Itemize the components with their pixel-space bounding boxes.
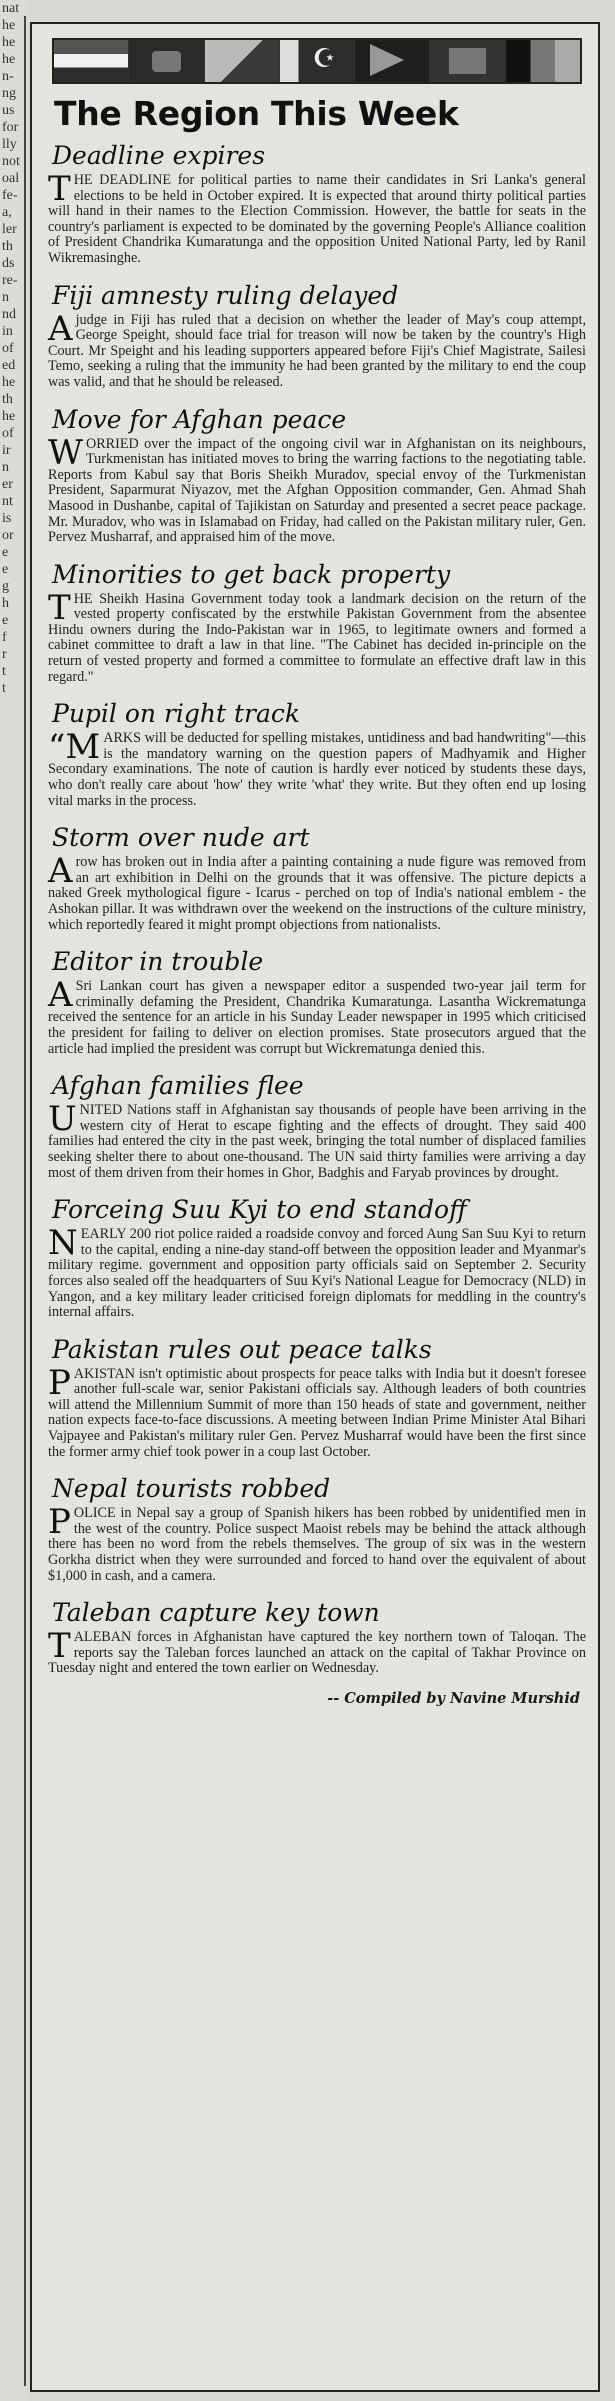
- story: [48, 1334, 586, 1461]
- story-headline: Pupil on right track: [52, 699, 301, 729]
- story-text: HE DEADLINE for political parties to name their candidates in Sri Lanka's general elections to be held in October expired. It is expected that around thirty political parties will hand in their names to the Election Commission. However, the battle for seats in the country's parliament is expected to be dominated by the governing People's Alliance coalition of President Chandrika Kumaratunga and the opposition United National Party, led by Ranil Wikremasinghe.: [48, 172, 586, 266]
- pakistan-flag-icon: [280, 40, 355, 82]
- story-body: [48, 1502, 586, 1584]
- story-text: OLICE in Nepal say a group of Spanish hikers has been robbed by unidentified men in the west of the country. Police suspect Maoist rebels may be behind the attack although there has been no word from the rebels themselves. The group of six was in the western Gorkha district when they were surrounded and forced to hand over the equivalent of about $1,000 in cash, and a camera.: [48, 1505, 586, 1584]
- drop-cap: “M: [48, 727, 101, 768]
- fragment-text: ir: [2, 443, 11, 458]
- fragment-text: ler: [2, 222, 17, 237]
- fragment-text: g: [2, 579, 9, 594]
- drop-cap: W: [48, 432, 83, 473]
- sri-lanka-flag-icon: [129, 40, 204, 82]
- region-news-panel: [30, 22, 600, 2392]
- story: [48, 946, 586, 1057]
- fragment-text: he: [2, 409, 16, 424]
- fragment-text: fe-: [2, 188, 18, 203]
- story: [48, 1070, 586, 1181]
- story-headline: Storm over nude art: [52, 823, 310, 853]
- story-headline: Nepal tourists robbed: [52, 1474, 331, 1504]
- fragment-text: a,: [2, 205, 12, 220]
- fragment-text: ed: [2, 358, 16, 373]
- fragment-text: nd: [2, 307, 16, 322]
- flag-banner: [52, 38, 582, 84]
- maldives-flag-icon: [430, 40, 505, 82]
- story-headline: Deadline expires: [52, 141, 266, 170]
- story-headline: Afghan families flee: [52, 1071, 304, 1101]
- fragment-text: he: [2, 18, 16, 33]
- fragment-text: not: [2, 154, 20, 169]
- story-text: HE Sheikh Hasina Government today took a landmark decision on the return of the vested property confiscated by the erstwhile Pakistan Government from the absentee Hindu owners during the Indo-Pakistan war in 1965, to legitimate owners and formed a cabinet committee to draft a law in that line. "The Cabinet has decided in-principle on the return of vested property and formed a committee to formulate an effective draft law in this regard.": [48, 590, 586, 685]
- story-text: ALEBAN forces in Afghanistan have captured the key northern town of Taloqan. The reports say the Taleban forces launched an attack on the capital of Takhar Province on Tuesday night and entered the town earlier on Wednesday.: [48, 1629, 586, 1677]
- story: [48, 1597, 586, 1677]
- story-body: [48, 727, 586, 809]
- story-body: [48, 1626, 586, 1677]
- drop-cap: P: [48, 1362, 71, 1403]
- fragment-text: e: [2, 562, 9, 577]
- page-title: The Region This Week: [54, 94, 459, 133]
- adjacent-column-fragment: [0, 0, 26, 2401]
- drop-cap: T: [48, 587, 71, 628]
- fragment-text: ng: [2, 86, 16, 101]
- story-headline: Fiji amnesty ruling delayed: [52, 280, 399, 310]
- fragment-text: nt: [2, 494, 13, 509]
- fragment-text: re-: [2, 273, 18, 288]
- bhutan-flag-icon: [205, 40, 280, 82]
- drop-cap: A: [48, 851, 73, 892]
- story-headline: Editor in trouble: [52, 947, 264, 977]
- story-text: ORRIED over the impact of the ongoing civil war in Afghanistan on its neighbours, Turkmenistan has initiated moves to bring the warring factions to the negotiating table. Reports from Kabul say that Boris Sheikh Muradov, special envoy of the Turkmenistan President, Saparmurat Niyazov, met the Afghan Opposition commander, Gen. Ahmad Shah Masood in Dushanbe, capital of Tajikistan on Saturday and presented a secret peace package. Mr. Muradov, who was in Islamabad on Friday, had called on the Pakistan military ruler, Gen. Pervez Musharraf, and appraised him of the move.: [48, 435, 586, 546]
- drop-cap: T: [48, 1626, 71, 1667]
- story: [48, 822, 586, 933]
- story-list: [48, 140, 586, 1677]
- story-headline: Minorities to get back property: [52, 559, 451, 589]
- drop-cap: A: [48, 308, 73, 349]
- fragment-text: of: [2, 341, 14, 356]
- fragment-text: ds: [2, 256, 15, 271]
- fragment-text: n-: [2, 69, 14, 84]
- drop-cap: T: [48, 169, 71, 209]
- fragment-text: th: [2, 392, 13, 407]
- fragment-text: n: [2, 290, 9, 305]
- fragment-text: or: [2, 528, 14, 543]
- nepal-flag-icon: [355, 40, 430, 82]
- story-body: [48, 975, 586, 1057]
- story-body: [48, 587, 586, 686]
- story-text: row has broken out in India after a painting containing a nude figure was removed from an art exhibition in Delhi on the grounds that it was offensive. The picture depicts a naked Greek mythological figure - Icarus - perched on top of India's national emblem - the Ashokan pillar. It was withdrawn over the weekend on the instructions of the culture ministry, which reportedly feared it might prompt objections from nationalists.: [48, 854, 586, 933]
- story-headline: Move for Afghan peace: [52, 404, 347, 434]
- story-body: [48, 851, 586, 933]
- story-text: AKISTAN isn't optimistic about prospects for peace talks with India but it doesn't foresee another full-scale war, senior Pakistani officials say. Although leaders of both countries will attend the Millennium Summit of more than 150 heads of state and government, neither nation expects face-to-face discussions. A meeting between Indian Prime Minister Atal Bihari Vajpayee and Pakistan's military ruler Gen. Pervez Musharraf would have been the first since the former army chief took power in a coup last October.: [48, 1365, 586, 1460]
- fragment-text: he: [2, 35, 16, 50]
- fragment-text: th: [2, 239, 13, 254]
- story-headline: Taleban capture key town: [52, 1598, 380, 1628]
- fragment-text: for: [2, 120, 19, 135]
- story: [48, 404, 586, 546]
- fragment-text: us: [2, 103, 15, 118]
- story-headline: Pakistan rules out peace talks: [52, 1334, 432, 1364]
- fragment-text: of: [2, 426, 14, 441]
- fragment-text: e: [2, 613, 9, 628]
- story: [48, 1473, 586, 1584]
- story-text: Sri Lankan court has given a newspaper editor a suspended two-year jail term for criminally defaming the President, Chandrika Kumaratunga. Lasantha Wickrematunga received the sentence for an article in his Sunday Leader newspaper in 1995 which criticised the president for failing to deliver on election promises. State prosecutors argued that the article had implied the president was corrupt but Wickrematunga denied this.: [48, 978, 586, 1057]
- story-text: judge in Fiji has ruled that a decision on whether the leader of May's coup attempt, George Speight, should face trial for treason will now be taken by the country's High Court. Mr Speight and his leading supporters appeared before Fiji's Chief Magistrate, Sailesi Temo, seeking a ruling that the immunity he had been granted by the military to end the coup was valid, and that he should be released.: [48, 311, 586, 390]
- story-headline: Forceing Suu Kyi to end standoff: [52, 1195, 467, 1225]
- fragment-text: t: [2, 664, 6, 679]
- story-text: NITED Nations staff in Afghanistan say thousands of people have been arriving in the western city of Herat to escape fighting and the effects of drought. They said 400 families had entered the city in the past week, bringing the total number of displaced families seeking shelter there to about one-thousand. The UN said thirty families were arriving a day most of them driven from their homes in Ghor, Badghis and Faryab provinces by drought.: [48, 1102, 586, 1181]
- story: [48, 1194, 586, 1321]
- fragment-text: oal: [2, 171, 20, 186]
- story-body: [48, 1099, 586, 1181]
- story-body: [48, 1362, 586, 1461]
- fragment-text: he: [2, 52, 16, 67]
- byline: -- Compiled by Navine Murshid: [327, 1690, 580, 1707]
- story: [48, 140, 586, 267]
- story-text: EARLY 200 riot police raided a roadside convoy and forced Aung San Suu Kyi to return to the capital, ending a nine-day stand-off between the opposition leader and Myanmar's military regime. government and opposition party officials said on September 2. Security forces also sealed off the headquarters of Suu Kyi's National League for Democracy (NLD) in Yangon, and a key military leader criticised foreign diplomats for meddling in the country's internal affairs.: [48, 1226, 586, 1321]
- story-body: [48, 432, 586, 546]
- fragment-text: f: [2, 630, 7, 645]
- fragment-text: r: [2, 647, 7, 662]
- story-body: [48, 1223, 586, 1321]
- fragment-text: he: [2, 375, 16, 390]
- fragment-text: nat: [2, 1, 20, 16]
- fragment-text: h: [2, 596, 9, 611]
- story-body: [48, 169, 586, 267]
- drop-cap: A: [48, 975, 73, 1016]
- story-body: [48, 308, 586, 391]
- fragment-text: lly: [2, 137, 17, 152]
- fragment-text: in: [2, 324, 13, 339]
- fragment-text: e: [2, 545, 9, 560]
- afghanistan-flag-icon: [506, 40, 580, 82]
- fragment-text: er: [2, 477, 13, 492]
- drop-cap: P: [48, 1502, 71, 1543]
- fragment-text: n: [2, 460, 9, 475]
- drop-cap: U: [48, 1099, 77, 1140]
- drop-cap: N: [48, 1223, 78, 1264]
- story: [48, 280, 586, 391]
- india-flag-icon: [54, 40, 129, 82]
- fragment-text: t: [2, 681, 6, 696]
- story: [48, 698, 586, 809]
- fragment-text: is: [2, 511, 12, 526]
- story-text: ARKS will be deducted for spelling mistakes, untidiness and bad handwriting"—this is the mandatory warning on the question papers of Madhyamik and Higher Secondary examinations. The note of caution is hardly ever noticed by students these days, who don't really care about 'how' they write 'what' they write. But they often end up losing vital marks in the process.: [48, 730, 586, 809]
- story: [48, 559, 586, 686]
